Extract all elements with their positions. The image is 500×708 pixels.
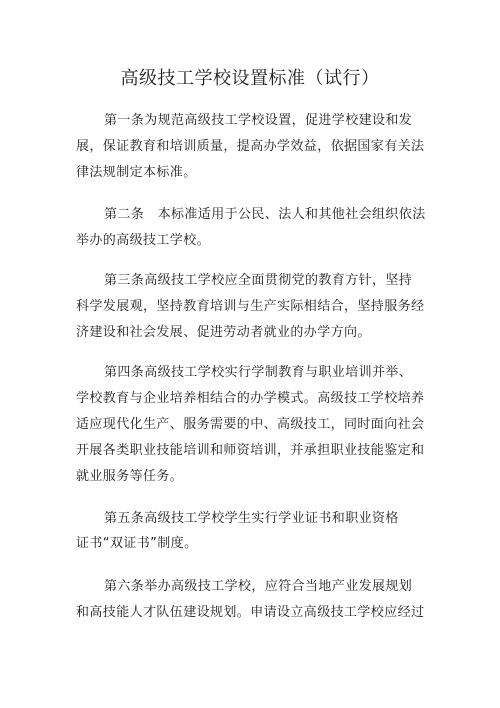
article-1-line-1: 第一条为规范高级技工学校设置，促进学校建设和发 — [104, 113, 413, 128]
article-6-line-1: 第六条举办高级技工学校，应符合当地产业发展规划 — [104, 579, 413, 594]
article-2-line-1: 第二条 本标准适用于公民、法人和其他社会组织依法 — [104, 207, 426, 222]
article-6-line-2: 和高技能人才队伍建设规划。申请设立高级技工学校应经过 — [76, 605, 425, 620]
article-5-line-2: 证书“双证书”制度。 — [76, 536, 198, 551]
article-3-line-1: 第三条高级技工学校应全面贯彻党的教育方针，坚持 — [104, 273, 413, 288]
article-3-line-2: 科学发展观，坚持教育培训与生产实际相结合，坚持服务经 — [76, 299, 425, 314]
document-title: 高级技工学校设置标准（试行） — [120, 68, 380, 89]
article-4-line-4: 开展各类职业技能培训和师资培训，并承担职业技能鉴定和 — [76, 443, 425, 458]
article-4-line-5: 就业服务等任务。 — [76, 469, 184, 484]
article-3-line-3: 济建设和社会发展、促进劳动者就业的办学方向。 — [76, 325, 371, 340]
article-1-line-3: 律法规制定本标准。 — [76, 165, 197, 180]
article-4-line-2: 学校教育与企业培养相结合的办学模式。高级技工学校培养 — [76, 391, 425, 406]
article-2-line-2: 举办的高级技工学校。 — [76, 233, 211, 248]
article-1-line-2: 展，保证教育和培训质量，提高办学效益，依据国家有关法 — [76, 139, 425, 154]
article-5-line-1: 第五条高级技工学校学生实行学业证书和职业资格 — [104, 511, 399, 526]
article-4-line-3: 适应现代化生产、服务需要的中、高级技工，同时面向社会 — [76, 417, 425, 432]
article-4-line-1: 第四条高级技工学校实行学制教育与职业培训并举、 — [104, 365, 413, 380]
